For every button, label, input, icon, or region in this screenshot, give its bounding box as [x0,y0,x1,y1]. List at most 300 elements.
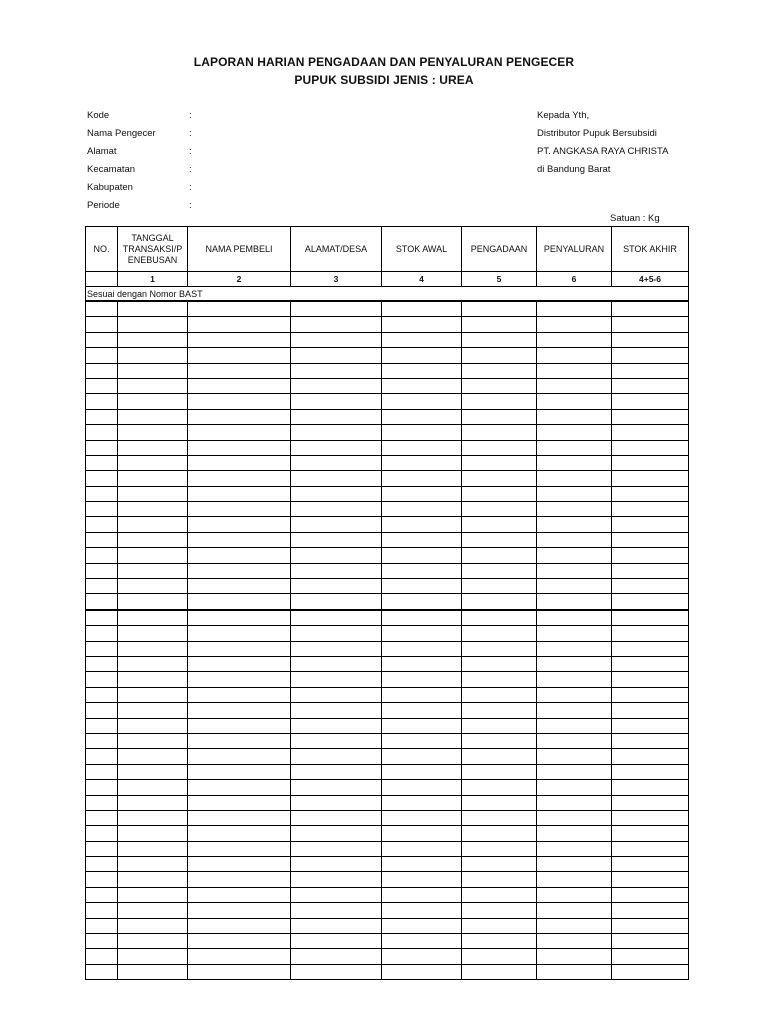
table-cell[interactable] [86,394,118,409]
table-cell[interactable] [382,363,462,378]
table-cell[interactable] [118,301,188,317]
table-cell[interactable] [537,826,612,841]
table-cell[interactable] [118,471,188,486]
table-cell[interactable] [118,579,188,594]
table-cell[interactable] [537,425,612,440]
table-cell[interactable] [118,563,188,578]
table-cell[interactable] [537,764,612,779]
table-cell[interactable] [537,594,612,610]
table-cell[interactable] [118,672,188,687]
table-cell[interactable] [86,409,118,424]
table-cell[interactable] [188,641,291,656]
table-cell[interactable] [462,317,537,332]
table-cell[interactable] [462,502,537,517]
table-cell[interactable] [612,332,689,347]
table-cell[interactable] [382,440,462,455]
table-cell[interactable] [382,486,462,501]
table-cell[interactable] [382,934,462,949]
table-cell[interactable] [612,795,689,810]
table-cell[interactable] [86,733,118,748]
table-cell[interactable] [382,471,462,486]
table-cell[interactable] [118,626,188,641]
table-cell[interactable] [462,378,537,393]
table-cell[interactable] [118,348,188,363]
table-cell[interactable] [86,332,118,347]
table-cell[interactable] [382,579,462,594]
table-cell[interactable] [118,317,188,332]
table-cell[interactable] [382,687,462,702]
table-cell[interactable] [118,949,188,964]
table-cell[interactable] [537,348,612,363]
table-cell[interactable] [612,887,689,902]
table-cell[interactable] [291,687,382,702]
table-cell[interactable] [188,934,291,949]
table-cell[interactable] [291,378,382,393]
table-cell[interactable] [612,317,689,332]
table-cell[interactable] [462,764,537,779]
table-cell[interactable] [291,440,382,455]
table-cell[interactable] [612,563,689,578]
table-cell[interactable] [86,795,118,810]
table-cell[interactable] [537,409,612,424]
table-cell[interactable] [291,363,382,378]
table-cell[interactable] [382,780,462,795]
table-cell[interactable] [382,826,462,841]
table-cell[interactable] [118,841,188,856]
table-cell[interactable] [382,626,462,641]
table-cell[interactable] [382,703,462,718]
table-cell[interactable] [462,641,537,656]
table-cell[interactable] [188,409,291,424]
table-cell[interactable] [188,348,291,363]
table-cell[interactable] [612,626,689,641]
table-cell[interactable] [291,810,382,825]
table-cell[interactable] [291,903,382,918]
table-cell[interactable] [462,594,537,610]
table-cell[interactable] [188,594,291,610]
table-cell[interactable] [382,394,462,409]
table-cell[interactable] [537,903,612,918]
table-cell[interactable] [86,502,118,517]
table-cell[interactable] [86,626,118,641]
table-cell[interactable] [86,949,118,964]
table-cell[interactable] [118,733,188,748]
table-cell[interactable] [188,317,291,332]
table-cell[interactable] [462,795,537,810]
table-cell[interactable] [462,394,537,409]
table-cell[interactable] [537,455,612,470]
table-cell[interactable] [462,332,537,347]
table-cell[interactable] [612,486,689,501]
table-cell[interactable] [462,563,537,578]
table-cell[interactable] [612,780,689,795]
table-cell[interactable] [86,548,118,563]
table-cell[interactable] [462,486,537,501]
table-cell[interactable] [382,594,462,610]
table-cell[interactable] [462,749,537,764]
table-cell[interactable] [382,903,462,918]
table-cell[interactable] [86,363,118,378]
table-cell[interactable] [537,641,612,656]
table-cell[interactable] [188,733,291,748]
table-cell[interactable] [462,826,537,841]
table-cell[interactable] [537,563,612,578]
table-cell[interactable] [462,301,537,317]
table-cell[interactable] [291,934,382,949]
table-cell[interactable] [188,703,291,718]
table-cell[interactable] [291,579,382,594]
table-cell[interactable] [188,301,291,317]
table-cell[interactable] [291,718,382,733]
table-cell[interactable] [118,548,188,563]
table-cell[interactable] [291,455,382,470]
table-cell[interactable] [612,394,689,409]
table-cell[interactable] [118,440,188,455]
table-cell[interactable] [188,440,291,455]
table-cell[interactable] [118,532,188,547]
table-cell[interactable] [86,687,118,702]
table-cell[interactable] [537,780,612,795]
table-cell[interactable] [537,532,612,547]
table-cell[interactable] [612,517,689,532]
table-cell[interactable] [537,934,612,949]
table-cell[interactable] [462,733,537,748]
table-cell[interactable] [291,949,382,964]
table-cell[interactable] [86,486,118,501]
table-cell[interactable] [612,502,689,517]
table-cell[interactable] [291,486,382,501]
table-cell[interactable] [86,934,118,949]
table-cell[interactable] [382,872,462,887]
table-cell[interactable] [537,610,612,626]
table-cell[interactable] [537,964,612,979]
table-cell[interactable] [612,672,689,687]
table-cell[interactable] [291,409,382,424]
table-cell[interactable] [612,348,689,363]
table-cell[interactable] [382,610,462,626]
table-cell[interactable] [462,672,537,687]
table-cell[interactable] [118,872,188,887]
table-cell[interactable] [382,409,462,424]
table-cell[interactable] [118,332,188,347]
table-cell[interactable] [382,718,462,733]
table-cell[interactable] [86,610,118,626]
table-cell[interactable] [537,749,612,764]
table-cell[interactable] [537,887,612,902]
table-cell[interactable] [462,626,537,641]
table-cell[interactable] [291,563,382,578]
table-cell[interactable] [86,857,118,872]
table-cell[interactable] [612,749,689,764]
table-cell[interactable] [291,672,382,687]
table-cell[interactable] [382,749,462,764]
table-cell[interactable] [188,964,291,979]
table-cell[interactable] [382,378,462,393]
table-cell[interactable] [86,718,118,733]
table-cell[interactable] [118,486,188,501]
table-cell[interactable] [462,687,537,702]
table-cell[interactable] [537,672,612,687]
table-cell[interactable] [612,532,689,547]
table-cell[interactable] [86,656,118,671]
table-cell[interactable] [86,594,118,610]
table-cell[interactable] [291,348,382,363]
table-cell[interactable] [86,301,118,317]
table-cell[interactable] [462,532,537,547]
table-cell[interactable] [291,656,382,671]
table-cell[interactable] [382,810,462,825]
table-cell[interactable] [612,579,689,594]
table-cell[interactable] [612,857,689,872]
table-cell[interactable] [291,795,382,810]
table-cell[interactable] [188,949,291,964]
table-cell[interactable] [118,394,188,409]
table-cell[interactable] [188,795,291,810]
table-cell[interactable] [612,641,689,656]
table-cell[interactable] [462,348,537,363]
table-cell[interactable] [612,918,689,933]
table-cell[interactable] [118,964,188,979]
table-cell[interactable] [612,656,689,671]
table-cell[interactable] [291,394,382,409]
table-cell[interactable] [462,949,537,964]
table-cell[interactable] [537,363,612,378]
table-cell[interactable] [537,656,612,671]
table-cell[interactable] [612,363,689,378]
table-cell[interactable] [537,733,612,748]
table-cell[interactable] [537,471,612,486]
table-cell[interactable] [462,887,537,902]
table-cell[interactable] [188,517,291,532]
table-cell[interactable] [537,626,612,641]
table-cell[interactable] [188,363,291,378]
table-cell[interactable] [537,857,612,872]
table-cell[interactable] [86,641,118,656]
table-cell[interactable] [537,378,612,393]
table-cell[interactable] [612,718,689,733]
table-cell[interactable] [291,826,382,841]
table-cell[interactable] [537,517,612,532]
table-cell[interactable] [291,641,382,656]
table-cell[interactable] [291,471,382,486]
table-cell[interactable] [86,810,118,825]
table-cell[interactable] [382,332,462,347]
table-cell[interactable] [382,857,462,872]
table-cell[interactable] [462,703,537,718]
table-cell[interactable] [612,378,689,393]
table-cell[interactable] [86,317,118,332]
table-cell[interactable] [291,857,382,872]
table-cell[interactable] [188,841,291,856]
table-cell[interactable] [537,317,612,332]
table-cell[interactable] [86,517,118,532]
table-cell[interactable] [382,795,462,810]
table-cell[interactable] [462,918,537,933]
table-cell[interactable] [86,887,118,902]
table-cell[interactable] [612,872,689,887]
table-cell[interactable] [291,332,382,347]
table-cell[interactable] [291,517,382,532]
table-cell[interactable] [86,348,118,363]
table-cell[interactable] [612,810,689,825]
table-cell[interactable] [118,934,188,949]
table-cell[interactable] [382,532,462,547]
table-cell[interactable] [537,502,612,517]
table-cell[interactable] [462,579,537,594]
table-cell[interactable] [188,672,291,687]
table-cell[interactable] [382,964,462,979]
table-cell[interactable] [291,594,382,610]
table-cell[interactable] [291,610,382,626]
table-cell[interactable] [537,579,612,594]
table-cell[interactable] [462,471,537,486]
table-cell[interactable] [382,672,462,687]
table-cell[interactable] [462,810,537,825]
table-cell[interactable] [612,425,689,440]
table-cell[interactable] [382,641,462,656]
table-cell[interactable] [382,563,462,578]
table-cell[interactable] [382,301,462,317]
table-cell[interactable] [612,841,689,856]
table-cell[interactable] [537,440,612,455]
table-cell[interactable] [188,857,291,872]
table-cell[interactable] [188,918,291,933]
table-cell[interactable] [188,471,291,486]
table-cell[interactable] [188,563,291,578]
table-cell[interactable] [291,872,382,887]
table-cell[interactable] [462,517,537,532]
table-cell[interactable] [86,780,118,795]
table-cell[interactable] [188,610,291,626]
table-cell[interactable] [188,532,291,547]
table-cell[interactable] [612,594,689,610]
table-cell[interactable] [188,486,291,501]
table-cell[interactable] [86,703,118,718]
table-cell[interactable] [118,718,188,733]
table-cell[interactable] [188,887,291,902]
table-cell[interactable] [462,425,537,440]
table-cell[interactable] [188,656,291,671]
table-cell[interactable] [118,780,188,795]
table-cell[interactable] [118,764,188,779]
table-cell[interactable] [612,703,689,718]
table-cell[interactable] [462,455,537,470]
table-cell[interactable] [118,687,188,702]
table-cell[interactable] [537,394,612,409]
table-cell[interactable] [291,918,382,933]
table-cell[interactable] [118,887,188,902]
table-cell[interactable] [188,780,291,795]
table-cell[interactable] [462,363,537,378]
table-cell[interactable] [612,548,689,563]
table-cell[interactable] [291,764,382,779]
table-cell[interactable] [291,703,382,718]
table-cell[interactable] [462,934,537,949]
table-cell[interactable] [612,733,689,748]
table-cell[interactable] [118,363,188,378]
table-cell[interactable] [118,903,188,918]
table-cell[interactable] [86,826,118,841]
table-cell[interactable] [382,918,462,933]
table-cell[interactable] [537,810,612,825]
table-cell[interactable] [188,718,291,733]
table-cell[interactable] [86,425,118,440]
table-cell[interactable] [86,471,118,486]
table-cell[interactable] [118,594,188,610]
table-cell[interactable] [462,656,537,671]
table-cell[interactable] [382,348,462,363]
table-cell[interactable] [188,810,291,825]
table-cell[interactable] [188,903,291,918]
table-cell[interactable] [118,918,188,933]
table-cell[interactable] [188,872,291,887]
table-cell[interactable] [612,764,689,779]
table-cell[interactable] [291,733,382,748]
table-cell[interactable] [462,872,537,887]
table-cell[interactable] [291,301,382,317]
table-cell[interactable] [118,656,188,671]
table-cell[interactable] [118,703,188,718]
table-cell[interactable] [462,440,537,455]
table-cell[interactable] [118,455,188,470]
table-cell[interactable] [612,610,689,626]
table-cell[interactable] [612,934,689,949]
table-cell[interactable] [188,579,291,594]
table-cell[interactable] [118,378,188,393]
table-cell[interactable] [291,425,382,440]
table-cell[interactable] [188,378,291,393]
table-cell[interactable] [537,949,612,964]
table-cell[interactable] [537,301,612,317]
table-cell[interactable] [537,872,612,887]
table-cell[interactable] [86,749,118,764]
table-cell[interactable] [86,532,118,547]
table-cell[interactable] [382,841,462,856]
table-cell[interactable] [382,733,462,748]
table-cell[interactable] [612,903,689,918]
table-cell[interactable] [188,626,291,641]
table-cell[interactable] [537,548,612,563]
table-cell[interactable] [291,548,382,563]
table-cell[interactable] [188,502,291,517]
table-cell[interactable] [188,425,291,440]
table-cell[interactable] [118,857,188,872]
table-cell[interactable] [612,301,689,317]
table-cell[interactable] [86,378,118,393]
table-cell[interactable] [188,455,291,470]
table-cell[interactable] [118,517,188,532]
table-cell[interactable] [612,687,689,702]
table-cell[interactable] [118,610,188,626]
table-cell[interactable] [86,841,118,856]
table-cell[interactable] [188,826,291,841]
table-cell[interactable] [188,332,291,347]
table-cell[interactable] [462,964,537,979]
table-cell[interactable] [537,841,612,856]
table-cell[interactable] [86,764,118,779]
table-cell[interactable] [118,409,188,424]
table-cell[interactable] [382,425,462,440]
table-cell[interactable] [382,455,462,470]
table-cell[interactable] [382,548,462,563]
table-cell[interactable] [612,455,689,470]
table-cell[interactable] [462,857,537,872]
table-cell[interactable] [291,841,382,856]
table-cell[interactable] [291,317,382,332]
table-cell[interactable] [537,718,612,733]
table-cell[interactable] [382,764,462,779]
table-cell[interactable] [291,887,382,902]
